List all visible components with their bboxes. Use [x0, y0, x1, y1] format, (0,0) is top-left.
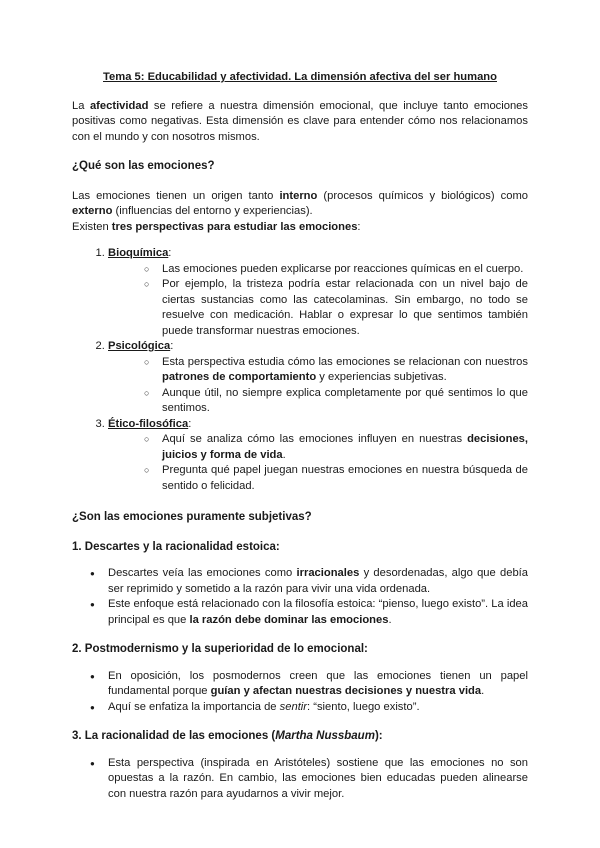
list-item: ○ Aunque útil, no siempre explica completamente por qué sentimos lo que sentimos. [144, 386, 528, 417]
perspective-bioquimica: 1. Bioquímica: ○ Las emociones pueden explicarse por reacciones químicas en el cuerpo. ○ Por ejemplo, la tristeza podría estar relacionada con un nivel bajo de ciertas sustancias como las catecolaminas. Sin embargo, no todo se resuelve con medicación. Hablar o expresar lo que sentimos también puede transformar nuestras emociones. [108, 246, 528, 339]
heading-descartes: 1. Descartes y la racionalidad estoica: [72, 540, 280, 553]
perspective-etico-filosofica: 3. Ético-filosófica: ○ Aquí se analiza cómo las emociones influyen en nuestras decisiones, juicios y forma de vida. ○ Pregunta qué papel juegan nuestras emociones en nuestra búsqueda de sentido o felicidad. [108, 417, 528, 495]
list-item: ● En oposición, los posmodernos creen que las emociones tienen un papel fundamental porque guían y afectan nuestras decisiones y nuestra vida. [90, 669, 528, 700]
nussbaum-points [72, 756, 528, 803]
bioquimica-points [108, 262, 528, 340]
list-item: ○ Las emociones pueden explicarse por reacciones químicas en el cuerpo. [144, 262, 528, 278]
list-item: ○ Pregunta qué papel juegan nuestras emociones en nuestra búsqueda de sentido o felicidad. [144, 463, 528, 494]
etico-points [108, 432, 528, 494]
list-item: ● Esta perspectiva (inspirada en Aristóteles) sostiene que las emociones no son opuestas a la razón. En cambio, las emociones bien educadas pueden alinearse con nuestra razón para ayudarnos a vivir mejor. [90, 756, 528, 803]
list-item: ○ Esta perspectiva estudia cómo las emociones se relacionan con nuestros patrones de comportamiento y experiencias subjetivas. [144, 355, 528, 386]
psicologica-points [108, 355, 528, 417]
term-afectividad: afectividad [89, 99, 149, 112]
perspectives-intro: Existen tres perspectivas para estudiar las emociones: [72, 220, 361, 233]
postmodernismo-points [72, 669, 528, 716]
list-item: ○ Por ejemplo, la tristeza podría estar relacionada con un nivel bajo de ciertas sustancias como las catecolaminas. Sin embargo, no todo se resuelve con medicación. Hablar o expresar lo que sentimos también puede transformar nuestras emociones. [144, 277, 528, 339]
list-item: ○ Aquí se analiza cómo las emociones influyen en nuestras decisiones, juicios y forma de vida. [144, 432, 528, 463]
document-page [72, 70, 528, 802]
list-item: ● Descartes veía las emociones como irracionales y desordenadas, algo que debía ser reprimido y sometido a la razón para vivir una vida ordenada. [90, 566, 528, 597]
heading-subjetivas: ¿Son las emociones puramente subjetivas? [72, 511, 312, 523]
heading-nussbaum: 3. La racionalidad de las emociones (Martha Nussbaum): [72, 730, 383, 742]
heading-postmodernismo: 2. Postmodernismo y la superioridad de lo emocional: [72, 643, 368, 655]
list-item: ● Este enfoque está relacionado con la filosofía estoica: “pienso, luego existo”. La idea principal es que la razón debe dominar las emociones. [90, 597, 528, 628]
perspective-psicologica: 2. Psicológica: ○ Esta perspectiva estudia cómo las emociones se relacionan con nuestros patrones de comportamiento y experiencias subjetivas. ○ Aunque útil, no siempre explica completamente por qué sentimos lo que sentimos. [108, 339, 528, 417]
intro-paragraph: La afectividad se refiere a nuestra dimensión emocional, que incluye tanto emociones positivas como negativas. Esta dimensión es clave para entender cómo nos relacionamos con el mundo y con nosotros mismos. [72, 99, 529, 143]
document-title: Tema 5: Educabilidad y afectividad. La dimensión afectiva del ser humano [103, 71, 497, 83]
list-item: ● Aquí se enfatiza la importancia de sentir: “siento, luego existo”. [90, 700, 528, 716]
origin-paragraph: Las emociones tienen un origen tanto interno (procesos químicos y biológicos) como externo (influencias del entorno y experiencias). [72, 189, 528, 217]
descartes-points [72, 566, 528, 628]
perspectives-list [72, 246, 528, 494]
heading-que-son-emociones: ¿Qué son las emociones? [72, 160, 215, 172]
